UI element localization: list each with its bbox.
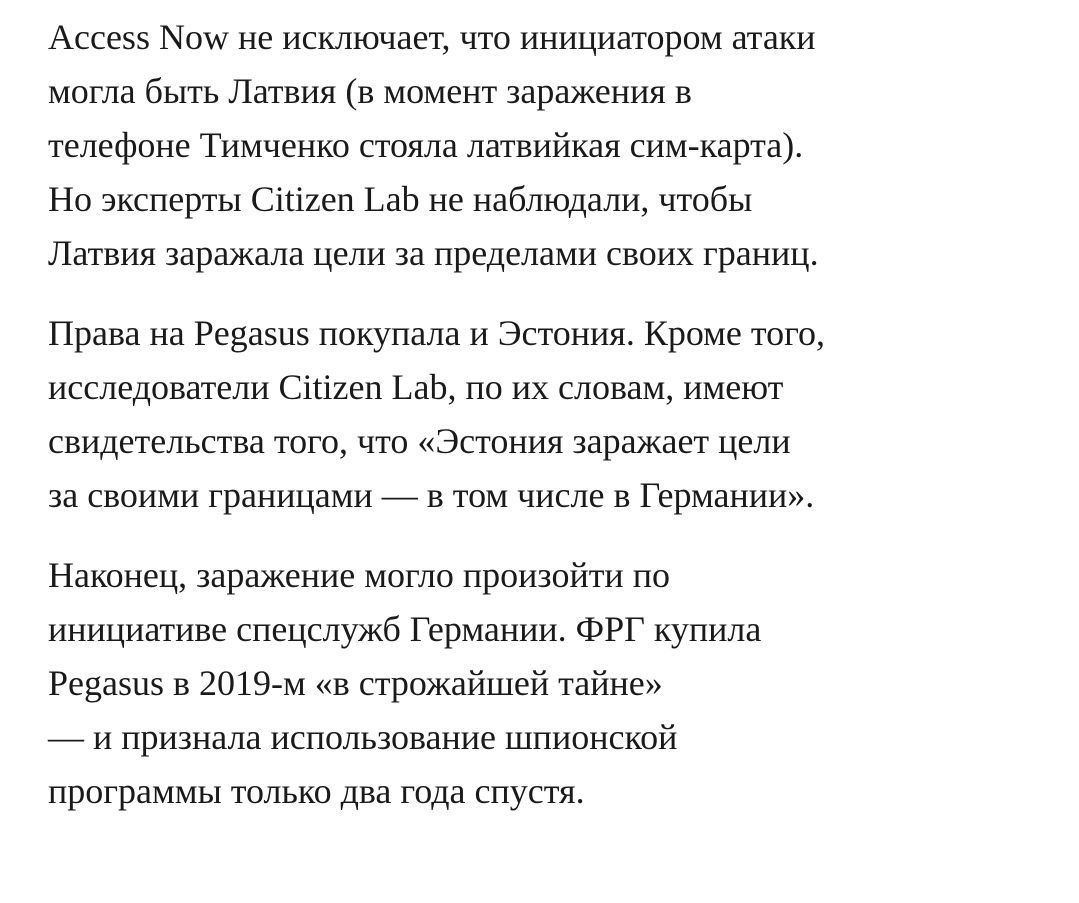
text-line: Латвия заражала цели за пределами своих границ. xyxy=(48,233,819,273)
text-line: исследователи Citizen Lab, по их словам, имеют xyxy=(48,367,784,407)
text-line: Но эксперты Citizen Lab не наблюдали, чтобы xyxy=(48,179,753,219)
text-line: могла быть Латвия (в момент заражения в xyxy=(48,71,692,111)
article-body xyxy=(48,10,1068,844)
text-line: за своими границами — в том числе в Германии». xyxy=(48,475,815,515)
text-line: инициативе спецслужб Германии. ФРГ купила xyxy=(48,609,762,649)
text-line: Права на Pegasus покупала и Эстония. Кроме того, xyxy=(48,313,826,353)
paragraph-estonia xyxy=(48,306,1068,522)
text-line: программы только два года спустя. xyxy=(48,771,585,811)
text-line: телефоне Тимченко стояла латвийкая сим-карта). xyxy=(48,125,804,165)
paragraph-latvia xyxy=(48,10,1068,280)
text-line: свидетельства того, что «Эстония заражает цели xyxy=(48,421,791,461)
text-line: Наконец, заражение могло произойти по xyxy=(48,555,670,595)
paragraph-germany xyxy=(48,548,1068,818)
text-line: — и признала использование шпионской xyxy=(48,717,678,757)
text-line: Access Now не исключает, что инициатором атаки xyxy=(48,17,816,57)
text-line: Pegasus в 2019-м «в строжайшей тайне» xyxy=(48,663,663,703)
